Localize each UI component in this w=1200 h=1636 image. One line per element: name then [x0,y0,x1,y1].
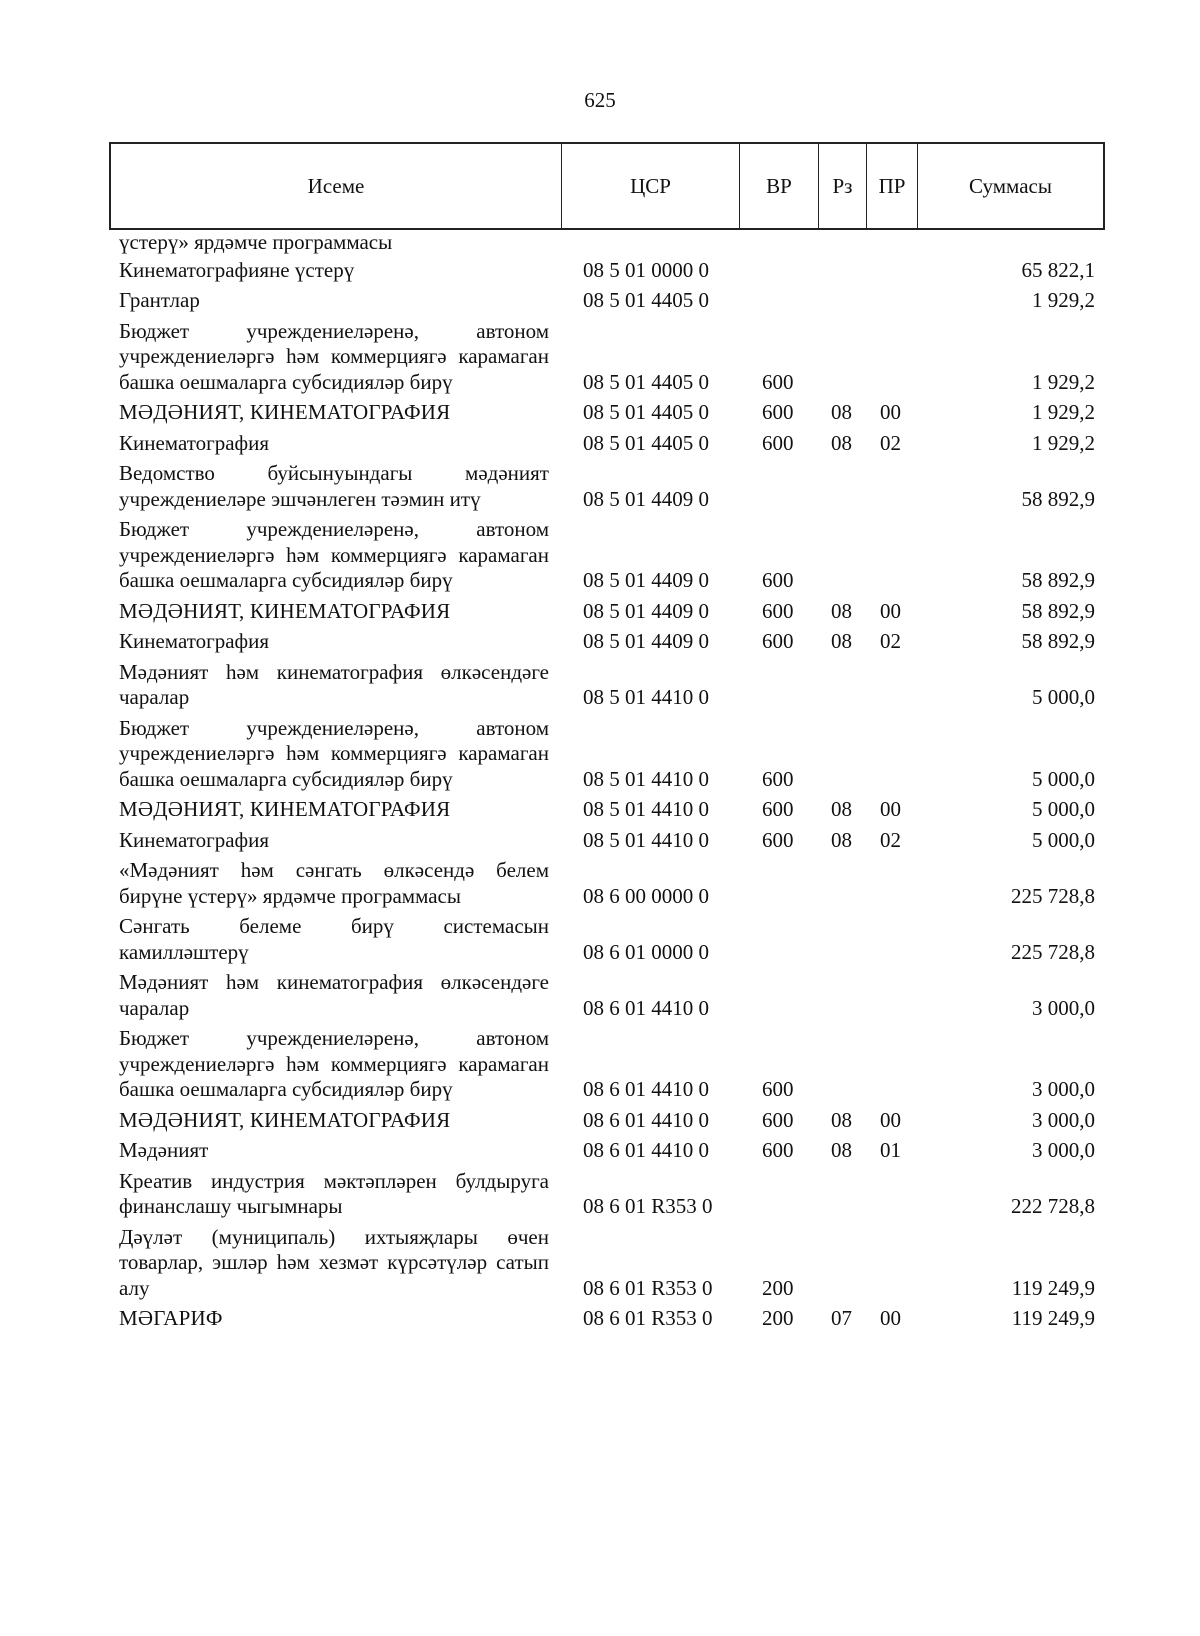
row-name: «Мәдәният һәм сәнгать өлкәсендә белем бирүне үстерү» ярдәмче программасы [119,858,549,908]
table-row [0,1026,1200,1103]
table-row [0,400,1200,426]
row-csr: 08 6 01 4410 0 [583,1077,709,1101]
row-csr: 08 6 01 R353 0 [583,1306,713,1330]
row-csr: 08 6 01 R353 0 [583,1275,713,1300]
row-sum: 5 000,0 [1032,766,1095,791]
table-row [0,1225,1200,1302]
row-csr: 08 5 01 4409 0 [583,486,709,511]
table-row [0,288,1200,314]
table-row [0,431,1200,457]
row-name: үстерү» ярдәмче программасы [119,230,393,254]
table-row [0,914,1200,965]
row-name: МӘГАРИФ [119,1306,223,1330]
row-name: Ведомство буйсынуындагы мәдәният учреждениеләре эшчәнлеген тәэмин итү [119,461,549,511]
row-pr: 00 [880,1306,901,1330]
table-row [0,716,1200,793]
row-rz: 08 [831,598,852,623]
row-sum: 1 929,2 [1032,288,1095,312]
table-row [0,1138,1200,1164]
header-vr: ВР [740,144,819,228]
row-name: Кинематография [119,430,270,455]
row-rz: 08 [831,1138,852,1162]
row-name: Креатив индустрия мәктәпләрен булдыруга финанслашу чыгымнары [119,1168,549,1218]
row-csr: 08 5 01 4410 0 [583,766,709,791]
row-sum: 225 728,8 [1011,939,1095,964]
header-sum: Суммасы [969,173,1052,198]
row-vr: 600 [762,766,794,791]
row-sum: 3 000,0 [1032,1138,1095,1162]
table-row [0,1306,1200,1332]
row-sum: 1 929,2 [1032,400,1095,424]
row-rz: 08 [831,797,852,821]
table-row [0,461,1200,512]
table-row [0,1108,1200,1134]
row-sum: 119 249,9 [1011,1306,1095,1330]
row-vr: 200 [762,1275,794,1300]
table-body [0,230,1200,1337]
row-rz: 08 [831,1107,852,1132]
table-row [0,319,1200,396]
row-sum: 1 929,2 [1032,369,1095,394]
row-sum: 222 728,8 [1011,1194,1095,1218]
row-rz: 08 [831,430,852,455]
table-row [0,629,1200,655]
row-pr: 02 [880,430,901,455]
row-name: Бюджет учреждениеләренә, автоном учреждениеләргә һәм коммерциягә карамаган башка оешмаларга субсидияләр бирү [119,715,549,791]
table-row [0,1169,1200,1220]
row-sum: 58 892,9 [1021,598,1095,623]
row-name: МӘДӘНИЯТ, КИНЕМАТОГРАФИЯ [119,598,451,623]
row-csr: 08 5 01 4405 0 [583,400,709,424]
row-sum: 1 929,2 [1032,430,1095,455]
row-vr: 200 [762,1306,794,1330]
row-vr: 600 [762,369,794,394]
row-sum: 58 892,9 [1021,486,1095,511]
row-sum: 5 000,0 [1032,827,1095,852]
row-pr: 01 [880,1138,901,1162]
table-row [0,828,1200,854]
row-pr: 00 [880,598,901,623]
row-vr: 600 [762,598,794,623]
table-row [0,858,1200,909]
table-row [0,797,1200,823]
row-csr: 08 5 01 4409 0 [583,568,709,592]
row-name: Мәдәният [119,1138,209,1162]
row-csr: 08 5 01 4405 0 [583,430,709,455]
row-name: Кинематография [119,827,270,852]
row-pr: 00 [880,797,901,821]
row-csr: 08 6 01 4410 0 [583,1138,709,1162]
row-sum: 3 000,0 [1032,1107,1095,1132]
header-name: Исеме [111,144,562,228]
row-name: МӘДӘНИЯТ, КИНЕМАТОГРАФИЯ [119,797,451,821]
row-csr: 08 5 01 4405 0 [583,369,709,394]
row-sum: 65 822,1 [1021,257,1095,282]
row-csr: 08 6 01 4410 0 [583,1107,709,1132]
row-pr: 00 [880,400,901,424]
table-header [109,142,1105,230]
row-sum: 58 892,9 [1021,629,1095,653]
row-name: МӘДӘНИЯТ, КИНЕМАТОГРАФИЯ [119,1107,451,1132]
row-pr: 02 [880,827,901,852]
row-rz: 07 [831,1306,852,1330]
page-number: 625 [584,88,616,112]
row-name: Мәдәният һәм кинематография өлкәсендәге чаралар [119,659,549,709]
row-name: Бюджет учреждениеләренә, автоном учреждениеләргә һәм коммерциягә карамаган башка оешмаларга субсидияләр бирү [119,517,549,592]
row-name: Грантлар [119,288,200,312]
row-name: Мәдәният һәм кинематография өлкәсендәге чаралар [119,970,549,1020]
row-vr: 600 [762,629,794,653]
row-rz: 08 [831,827,852,852]
row-csr: 08 6 01 4410 0 [583,995,709,1020]
row-sum: 119 249,9 [1011,1275,1095,1300]
row-csr: 08 6 01 0000 0 [583,939,709,964]
header-csr: ЦСР [562,144,740,228]
row-name: МӘДӘНИЯТ, КИНЕМАТОГРАФИЯ [119,400,451,424]
row-sum: 3 000,0 [1032,995,1095,1020]
header-rz: Рз [819,144,867,228]
table-row [0,230,1200,256]
row-sum: 58 892,9 [1021,568,1095,592]
row-vr: 600 [762,1077,794,1101]
row-vr: 600 [762,568,794,592]
row-rz: 08 [831,400,852,424]
row-name: Бюджет учреждениеләренә, автоном учреждениеләргә һәм коммерциягә карамаган башка оешмаларга субсидияләр бирү [119,1026,549,1101]
row-name: Бюджет учреждениеләренә, автоном учреждениеләргә һәм коммерциягә карамаган башка оешмаларга субсидияләр бирү [119,318,549,394]
row-csr: 08 6 00 0000 0 [583,883,709,908]
row-vr: 600 [762,400,794,424]
row-name: Сәнгать белеме бирү системасын камилләштерү [119,914,549,964]
row-vr: 600 [762,797,794,821]
row-csr: 08 6 01 R353 0 [583,1194,713,1218]
row-vr: 600 [762,1138,794,1162]
header-pr: ПР [867,144,918,228]
row-csr: 08 5 01 4410 0 [583,827,709,852]
row-vr: 600 [762,430,794,455]
row-vr: 600 [762,1107,794,1132]
row-pr: 02 [880,629,901,653]
table-row [0,599,1200,625]
row-csr: 08 5 01 0000 0 [583,257,709,282]
row-vr: 600 [762,827,794,852]
row-csr: 08 5 01 4409 0 [583,598,709,623]
table-row [0,660,1200,711]
row-name: Кинематография [119,629,270,653]
table-row [0,970,1200,1021]
row-sum: 5 000,0 [1032,797,1095,821]
row-csr: 08 5 01 4409 0 [583,629,709,653]
row-csr: 08 5 01 4410 0 [583,685,709,709]
row-sum: 225 728,8 [1011,883,1095,908]
row-csr: 08 5 01 4410 0 [583,797,709,821]
row-name: Дәүләт (муниципаль) ихтыяҗлары өчен товарлар, эшләр һәм хезмәт күрсәтүләр сатып алу [119,1224,549,1300]
row-csr: 08 5 01 4405 0 [583,288,709,312]
row-sum: 3 000,0 [1032,1077,1095,1101]
row-sum: 5 000,0 [1032,685,1095,709]
row-rz: 08 [831,629,852,653]
table-row [0,517,1200,594]
row-pr: 00 [880,1107,901,1132]
row-name: Кинематографияне үстерү [119,257,355,282]
table-row [0,258,1200,284]
